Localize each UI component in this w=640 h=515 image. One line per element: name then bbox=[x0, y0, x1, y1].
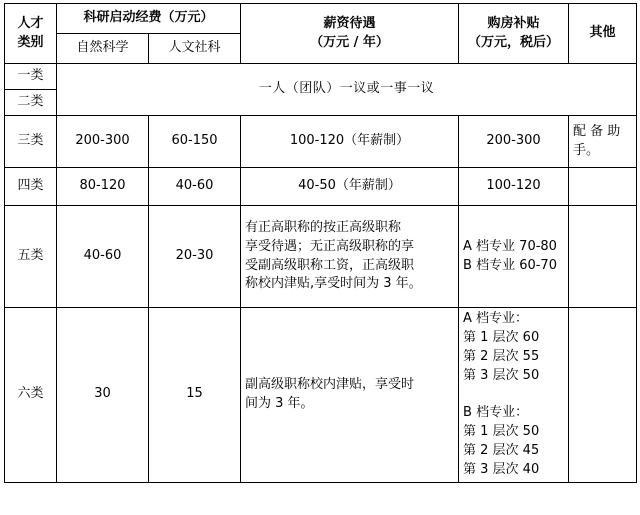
tier4-other bbox=[569, 168, 637, 206]
tier5-category: 五类 bbox=[5, 206, 57, 308]
tier5-housing bbox=[459, 206, 569, 308]
header-category bbox=[5, 4, 57, 64]
header-salary-line2: （万元 / 年） bbox=[310, 34, 389, 50]
tier5-salary-line2: 享受待遇；无正高级职称的享 bbox=[245, 238, 415, 254]
tier6-natural-science: 30 bbox=[57, 308, 149, 483]
header-housing-line1: 购房补贴 bbox=[487, 15, 540, 31]
tier6-housing-line-2: 第 2 层次 55 bbox=[463, 348, 540, 364]
header-category-line2: 类别 bbox=[17, 34, 44, 50]
tier5-salary bbox=[241, 206, 459, 308]
tier3-salary: 100-120（年薪制） bbox=[241, 116, 459, 168]
header-salary-line1: 薪资待遇 bbox=[323, 15, 376, 31]
tier6-salary-line1: 副高级职称校内津贴，享受时 bbox=[245, 376, 415, 392]
tier4-humanities: 40-60 bbox=[149, 168, 241, 206]
tier6-housing bbox=[459, 308, 569, 483]
tier6-housing-line-5: B 档专业： bbox=[463, 405, 529, 421]
tier5-salary-line1: 有正高职称的按正高级职称 bbox=[245, 219, 402, 235]
tier5-salary-line4: 称校内津贴,享受时间为 3 年。 bbox=[245, 276, 422, 292]
header-housing-line2: （万元，税后） bbox=[468, 34, 560, 50]
tier3-other-line2: 手。 bbox=[573, 142, 600, 158]
tier5-housing-line2: B 档专业 60-70 bbox=[463, 257, 557, 273]
tier6-housing-line-3: 第 3 层次 50 bbox=[463, 367, 540, 383]
tier3-humanities: 60-150 bbox=[149, 116, 241, 168]
tier6-housing-line-1: 第 1 层次 60 bbox=[463, 329, 540, 345]
tier3-category: 三类 bbox=[5, 116, 57, 168]
table-header-row-top bbox=[5, 4, 637, 34]
tier2-category: 二类 bbox=[5, 90, 57, 116]
tier5-other bbox=[569, 206, 637, 308]
tier6-category: 六类 bbox=[5, 308, 57, 483]
header-humanities: 人文社科 bbox=[149, 34, 241, 64]
tier6-housing-line-0: A 档专业： bbox=[463, 311, 529, 326]
tier6-humanities: 15 bbox=[149, 308, 241, 483]
table-row-tier3 bbox=[5, 116, 637, 168]
tier1-2-merged-note: 一人（团队）一议或一事一议 bbox=[57, 64, 637, 116]
tier6-other bbox=[569, 308, 637, 483]
table-row-tier6 bbox=[5, 308, 637, 483]
tier1-category: 一类 bbox=[5, 64, 57, 90]
tier5-humanities: 20-30 bbox=[149, 206, 241, 308]
tier6-salary bbox=[241, 308, 459, 483]
talent-policy-table bbox=[4, 3, 637, 483]
tier4-category: 四类 bbox=[5, 168, 57, 206]
tier6-housing-line-4 bbox=[463, 385, 564, 404]
tier3-housing: 200-300 bbox=[459, 116, 569, 168]
header-category-line1: 人才 bbox=[17, 15, 44, 31]
header-housing-subsidy bbox=[459, 4, 569, 64]
tier4-salary: 40-50（年薪制） bbox=[241, 168, 459, 206]
tier3-natural-science: 200-300 bbox=[57, 116, 149, 168]
tier5-natural-science: 40-60 bbox=[57, 206, 149, 308]
header-other: 其他 bbox=[569, 4, 637, 64]
tier3-other-line1: 配 备 助 bbox=[573, 123, 621, 139]
header-salary bbox=[241, 4, 459, 64]
table-row-tier1 bbox=[5, 64, 637, 90]
table-row-tier5 bbox=[5, 206, 637, 308]
header-research-funding: 科研启动经费（万元） bbox=[57, 4, 241, 34]
tier6-housing-line-8: 第 3 层次 40 bbox=[463, 461, 540, 477]
tier3-other bbox=[569, 116, 637, 168]
header-natural-science: 自然科学 bbox=[57, 34, 149, 64]
tier6-housing-line-7: 第 2 层次 45 bbox=[463, 442, 540, 458]
tier4-natural-science: 80-120 bbox=[57, 168, 149, 206]
table-row-tier4 bbox=[5, 168, 637, 206]
tier6-salary-line2: 间为 3 年。 bbox=[245, 395, 314, 411]
tier5-salary-line3: 受副高级职称工资，正高级职 bbox=[245, 257, 415, 273]
tier5-housing-line1: A 档专业 70-80 bbox=[463, 238, 557, 254]
tier4-housing: 100-120 bbox=[459, 168, 569, 206]
tier6-housing-line-6: 第 1 层次 50 bbox=[463, 424, 540, 440]
